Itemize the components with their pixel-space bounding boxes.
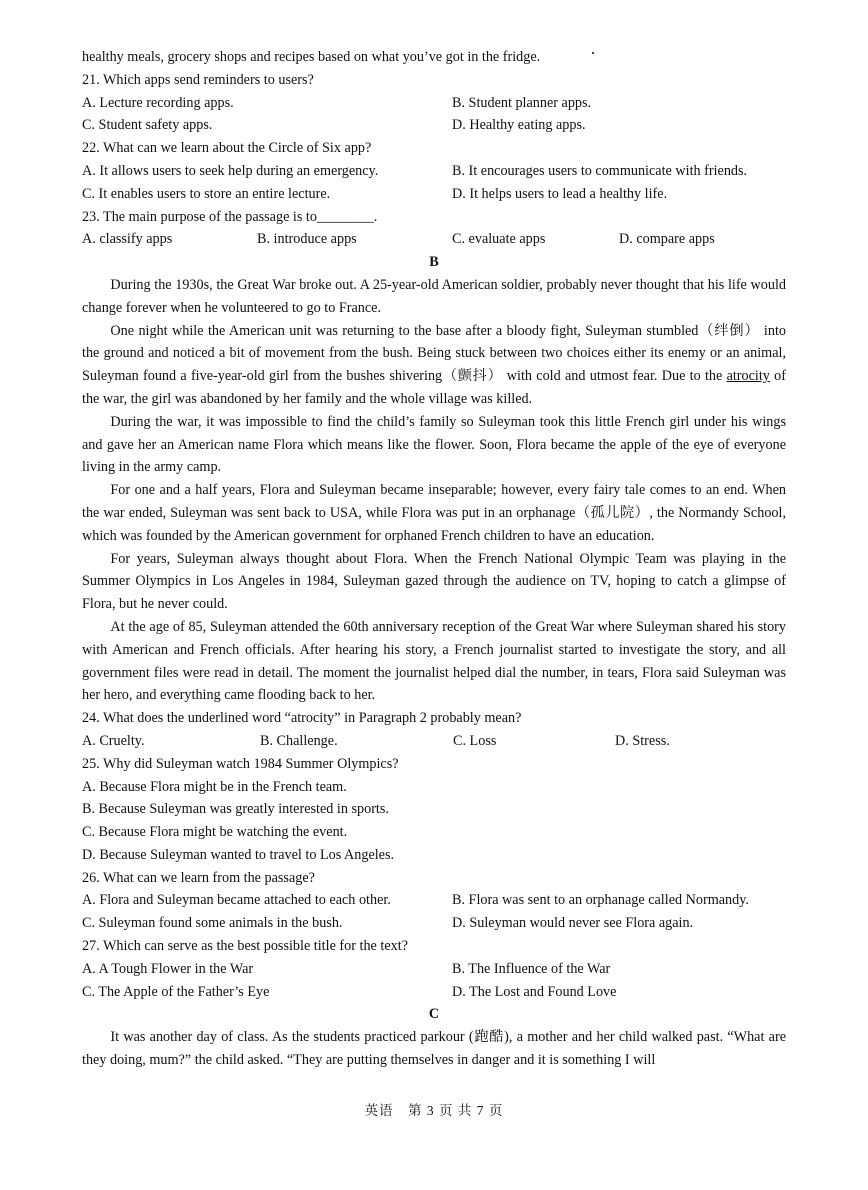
passage-b-paragraph-5: For years, Suleyman always thought about Flora. When the French National Olympic Team was playing in the Summer Olympics in Los Angeles in 1984, Suleyman gazed through the audience on TV, hoping to catch a glimpse of Flora, but he never could. — [82, 550, 786, 613]
passage-b-paragraph-6: At the age of 85, Suleyman attended the 60th anniversary reception of the Great War where Suleyman shared his story with American and French officials. After hearing his story, a French journalist started to investigate the story, and all government files were read in detail. The moment the journalist helped dial the number, in tears, Flora said Suleyman was her hero, and everything came flooding back to her. — [82, 618, 786, 704]
option-b: B. introduce apps — [257, 231, 357, 248]
option-c: C. evaluate apps — [452, 231, 546, 248]
passage-b-paragraph-3: During the war, it was impossible to find the child’s family so Suleyman took this little French girl under his wings and gave her an American name Flora which means like the flower. Soon, Flora became the apple of the eye of everyone living in the army camp. — [82, 413, 786, 476]
option-d: D. Healthy eating apps. — [452, 117, 586, 134]
option-c: C. Student safety apps. — [82, 117, 213, 134]
question-21-stem: 21. Which apps send reminders to users? — [82, 71, 314, 88]
question-25-stem: 25. Why did Suleyman watch 1984 Summer Olympics? — [82, 755, 399, 772]
question-21-options-row1 — [82, 92, 786, 115]
option-d: D. Stress. — [615, 732, 670, 749]
passage-c-paragraph-1: It was another day of class. As the students practiced parkour (跑酷), a mother and her child walked past. “What are they doing, mum?” the child asked. “They are putting themselves in danger and it is something I will — [82, 1029, 786, 1069]
option-a: A. A Tough Flower in the War — [82, 960, 254, 977]
question-23-options — [82, 228, 786, 251]
question-21-options-row2 — [82, 114, 786, 137]
question-27-stem: 27. Which can serve as the best possible title for the text? — [82, 938, 408, 955]
intro-line: healthy meals, grocery shops and recipes based on what you’ve got in the fridge. — [82, 49, 541, 65]
option-d: D. compare apps — [619, 231, 715, 248]
option-b: B. Challenge. — [260, 732, 338, 749]
option-c: C. Loss — [453, 732, 497, 749]
page-content — [82, 46, 786, 1072]
underlined-word: atrocity — [726, 368, 770, 385]
passage-b-paragraph-1: During the 1930s, the Great War broke out. A 25-year-old American soldier, probably never thought that his life would change forever when he volunteered to go to France. — [82, 276, 786, 316]
question-26-options-row1 — [82, 889, 786, 912]
passage-b-paragraph-4: For one and a half years, Flora and Suleyman became inseparable; however, every fairy tale comes to an end. When the war ended, Suleyman was sent back to USA, while Flora was put in an orphanage（孤儿院）, the Normandy School, which was founded by the American government for orphaned French children to have an education. — [82, 482, 786, 544]
option-a: A. Flora and Suleyman became attached to each other. — [82, 892, 391, 909]
option-b: B. The Influence of the War — [452, 960, 611, 977]
option-d: D. The Lost and Found Love — [452, 983, 617, 1000]
option-c: C. The Apple of the Father’s Eye — [82, 983, 270, 1000]
passage-b-paragraph-2 — [82, 320, 786, 411]
option-b: B. Because Suleyman was greatly interested in sports. — [82, 801, 389, 818]
question-24-options — [82, 730, 786, 753]
question-22-stem: 22. What can we learn about the Circle of Six app? — [82, 140, 372, 157]
question-22-options-row1 — [82, 160, 786, 183]
section-c-heading: C — [428, 1006, 440, 1023]
option-d: D. Suleyman would never see Flora again. — [452, 915, 694, 932]
option-a: A. Because Flora might be in the French team. — [82, 778, 347, 795]
question-26-stem: 26. What can we learn from the passage? — [82, 869, 315, 886]
question-24-stem: 24. What does the underlined word “atrocity” in Paragraph 2 probably mean? — [82, 710, 522, 727]
paragraph-text: of the war, the girl was abandoned by her family and the whole village was killed. — [82, 368, 786, 407]
question-26-options-row2 — [82, 912, 786, 935]
option-b: B. It encourages users to communicate with friends. — [452, 162, 748, 179]
paragraph-text: One night while the American unit was returning to the base after a bloody fight, Suleyman stumbled（绊倒） into the ground and noticed a bit of movement from the bush. Being stuck between two choices either its enemy or an animal, Suleyman found a five-year-old girl from the bushes shivering（颤抖） with cold and utmost fear. Due to the — [82, 322, 786, 385]
option-a: A. It allows users to seek help during an emergency. — [82, 162, 379, 179]
section-b-heading: B — [429, 254, 439, 271]
option-b: B. Student planner apps. — [452, 94, 592, 111]
question-22-options-row2 — [82, 183, 786, 206]
question-27-options-row2 — [82, 981, 786, 1004]
option-a: A. Cruelty. — [82, 732, 145, 749]
question-23-stem: 23. The main purpose of the passage is to________. — [82, 208, 378, 225]
option-c: C. It enables users to store an entire lecture. — [82, 185, 331, 202]
question-27-options-row1 — [82, 958, 786, 981]
option-c: C. Because Flora might be watching the event. — [82, 824, 348, 841]
option-c: C. Suleyman found some animals in the bush. — [82, 915, 343, 932]
option-d: D. Because Suleyman wanted to travel to Los Angeles. — [82, 846, 395, 863]
option-d: D. It helps users to lead a healthy life. — [452, 185, 668, 202]
option-a: A. Lecture recording apps. — [82, 94, 234, 111]
option-b: B. Flora was sent to an orphanage called Normandy. — [452, 892, 749, 909]
option-a: A. classify apps — [82, 231, 173, 248]
page-footer: 英语 第 3 页 共 7 页 — [364, 1103, 504, 1118]
